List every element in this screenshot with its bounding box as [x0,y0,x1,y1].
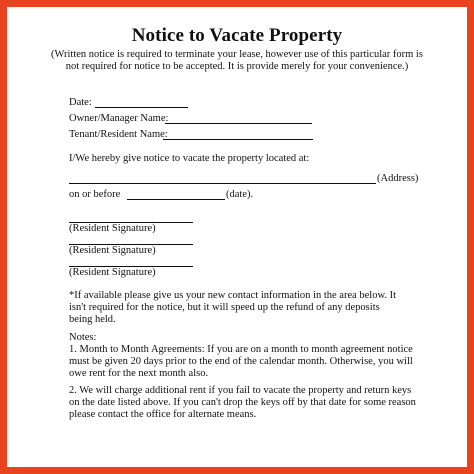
resident-signature-label-1: (Resident Signature) [69,223,156,234]
address-field-line[interactable] [69,183,376,184]
resident-signature-label-3: (Resident Signature) [69,267,156,278]
owner-manager-label: Owner/Manager Name: [69,113,169,124]
resident-signature-label-2: (Resident Signature) [69,245,156,256]
contact-info-note: *If available please give us your new contact information in the area below. It isn't required for the notice, but it will speed up the refund of any deposits being held. [69,290,397,325]
notice-statement: I/We hereby give notice to vacate the property located at: [69,153,310,164]
date-label: Date: [69,97,92,108]
vacate-date-field-line[interactable] [127,199,225,200]
document-page [7,7,467,467]
note-additional-rent: 2. We will charge additional rent if you fail to vacate the property and return keys on the date listed above. If you can't drop the keys off by that date for some reason please contact the office for alternate means. [69,385,416,420]
on-or-before-label: on or before [69,189,121,200]
date-field-line[interactable] [95,107,188,108]
document-subtitle: (Written notice is required to terminate your lease, however use of this particular form is not required for notice to be accepted. It is provide merely for your convenience.) [51,49,423,72]
tenant-resident-field-line[interactable] [163,139,313,140]
owner-manager-field-line[interactable] [165,123,312,124]
note-month-to-month: 1. Month to Month Agreements: If you are on a month to month agreement notice must be given 20 days prior to the end of the calendar month. Otherwise, you will owe rent for the next month also. [69,344,413,379]
date-paren-label: (date). [226,189,254,200]
address-label: (Address) [377,173,419,184]
document-title: Notice to Vacate Property [131,25,343,46]
tenant-resident-label: Tenant/Resident Name: [69,129,168,140]
notes-heading: Notes: [69,332,97,343]
